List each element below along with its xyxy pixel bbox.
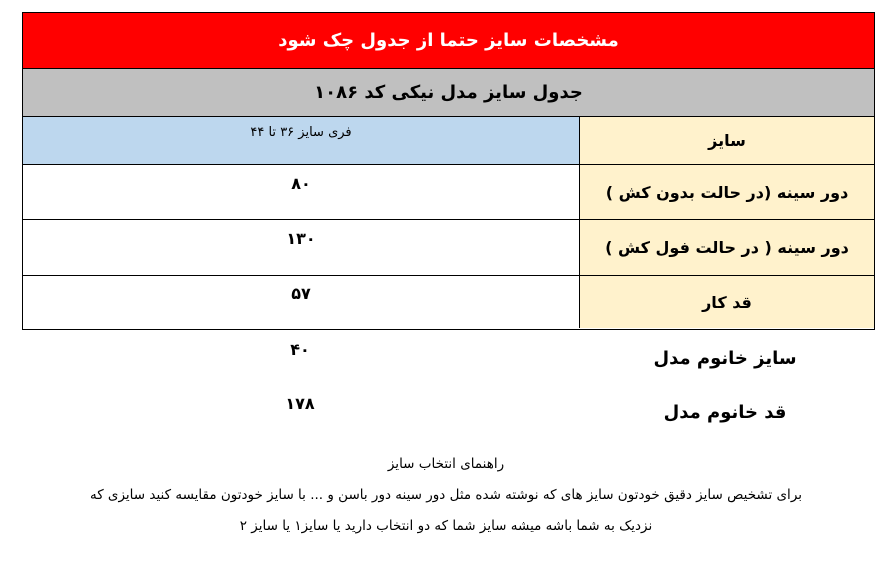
model-height-value: ۱۷۸ <box>285 394 315 413</box>
banner-text: مشخصات سایز حتما از جدول چک شود <box>278 30 619 51</box>
table-row-chest-no-stretch <box>23 165 874 220</box>
row-label: سایز <box>579 117 874 164</box>
guide-line-1: برای تشخیص سایز دقیق خودتون سایز های که نوشته شده مثل دور سینه دور باسن و ... با سایز خودتون مقایسه کنید سایزی که <box>89 487 803 503</box>
row-label: قد کار <box>579 276 874 328</box>
table-banner <box>23 13 874 69</box>
table-subtitle <box>23 69 874 117</box>
model-height-label: قد خانوم مدل <box>663 401 787 423</box>
guide-line-2: نزدیک به شما باشه میشه سایز شما که دو انتخاب دارید یا سایز۱ یا سایز ۲ <box>239 518 653 534</box>
guide-title: راهنمای انتخاب سایز <box>387 456 505 472</box>
size-guide <box>20 449 872 542</box>
row-value: ۸۰ <box>291 173 311 193</box>
row-label: دور سینه (در حالت بدون کش ) <box>579 165 874 219</box>
size-table <box>22 12 875 330</box>
model-height-row <box>0 392 892 432</box>
row-label: دور سینه ( در حالت فول کش ) <box>579 220 874 275</box>
model-size-row <box>0 338 892 378</box>
model-size-value: ۴۰ <box>290 340 310 359</box>
table-row-chest-full-stretch <box>23 220 874 276</box>
subtitle-text: جدول سایز مدل نیکی کد ۱۰۸۶ <box>314 82 583 103</box>
model-size-label: سایز خانوم مدل <box>653 347 797 369</box>
row-value: فری سایز ۳۶ تا ۴۴ <box>23 117 579 164</box>
table-row-size <box>23 117 874 165</box>
table-row-length <box>23 276 874 328</box>
row-value: ۵۷ <box>291 283 311 303</box>
row-value: ۱۳۰ <box>286 229 316 248</box>
